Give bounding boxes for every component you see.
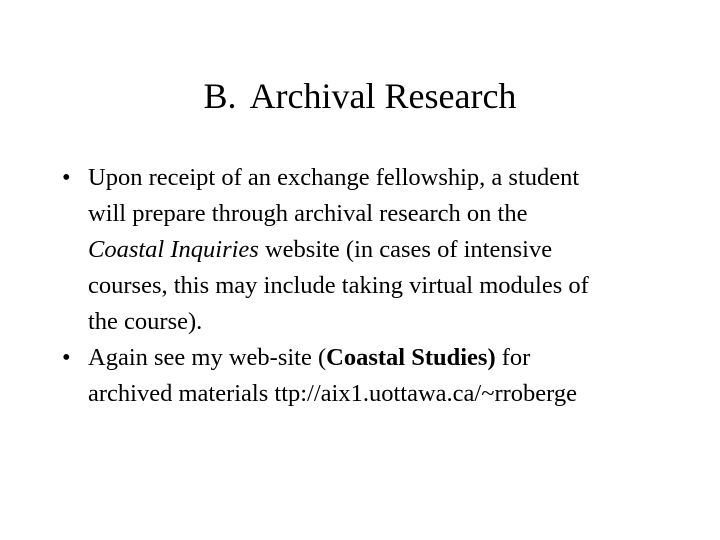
site-name: Coastal Studies) [326,344,496,371]
bullet-line-rest: website (in cases of intensive [258,236,553,263]
bullet-line-pre: Again see my web-site ( [88,344,327,371]
bullet-line-url: archived materials ttp://aix1.uottawa.ca/~rroberge [88,380,577,407]
website-name: Coastal Inquiries [88,236,259,263]
bullet-item-fellowship [62,160,682,340]
bullet-line [88,340,682,376]
bullet-line: courses, this may include taking virtual modules of [88,272,589,299]
bullet-line-post: for [495,344,531,371]
slide-title [0,72,720,120]
bullet-line [88,232,682,268]
bullet-line: will prepare through archival research on the [88,200,528,227]
bullet-dot-icon: • [62,164,71,191]
bullet-list [62,160,682,412]
bullet-item-website [62,340,682,412]
title-text: Archival Research [249,76,517,116]
bullet-line: the course). [88,308,203,335]
bullet-dot-icon: • [62,344,71,371]
title-section-letter: B. [203,76,237,116]
bullet-line: Upon receipt of an exchange fellowship, a student [88,164,580,191]
